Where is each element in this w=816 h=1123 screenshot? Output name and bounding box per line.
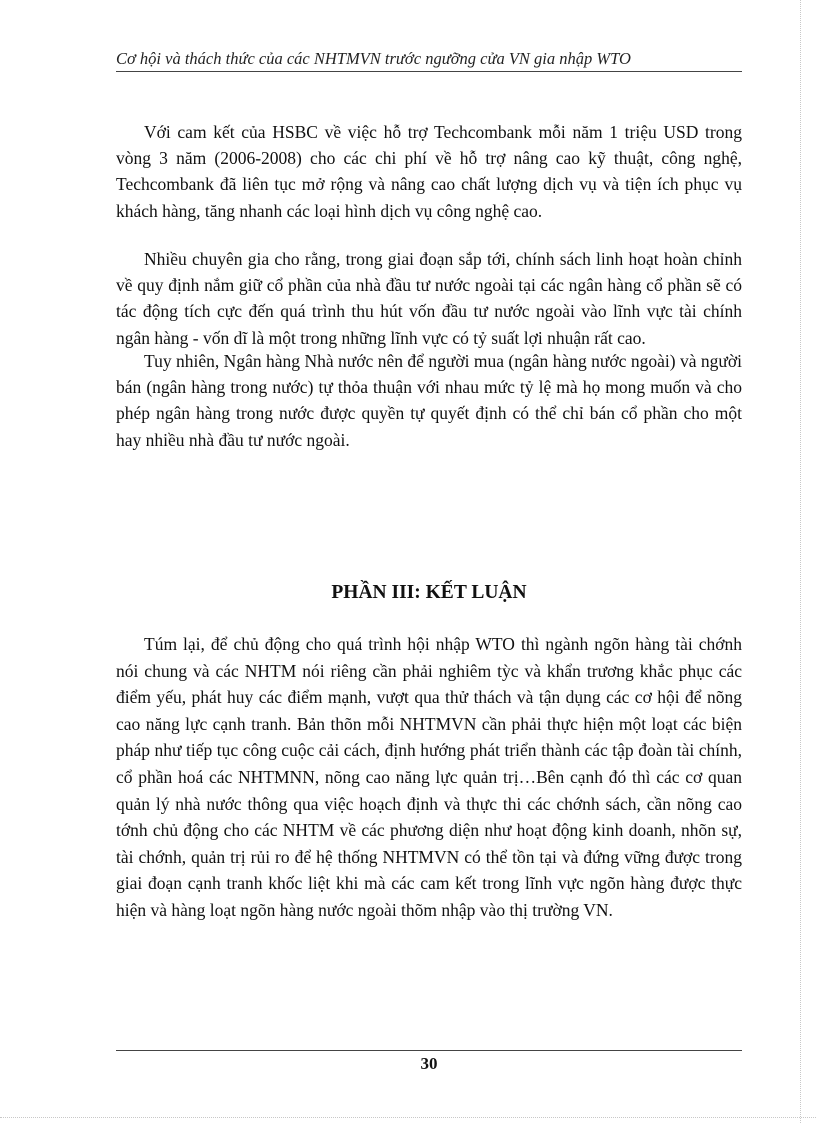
body-paragraph-state-bank: Tuy nhiên, Ngân hàng Nhà nước nên để người mua (ngân hàng nước ngoài) và người bán (ngân hàng trong nước) tự thỏa thuận với nhau mức tỷ lệ mà họ mong muốn và cho phép ngân hàng trong nước được quyền tự quyết định có thể chỉ bán cổ phần cho một hay nhiều nhà đầu tư nước ngoài.: [116, 351, 742, 450]
header-rule: [116, 71, 742, 72]
page-edge-bottom: [0, 1117, 816, 1118]
section-title: PHẦN III: KẾT LUẬN: [331, 582, 527, 603]
running-header: Cơ hội và thách thức của các NHTMVN trước ngưỡng cửa VN gia nhập WTO: [116, 49, 631, 68]
body-paragraph-hsbc-commitment: Với cam kết của HSBC về việc hỗ trợ Techcombank mỗi năm 1 triệu USD trong vòng 3 năm (2006-2008) cho các chi phí về hỗ trợ nâng cao kỹ thuật, công nghệ, Techcombank đã liên tục mở rộng và nâng cao chất lượng dịch vụ và tiện ích phục vụ khách hàng, tăng nhanh các loại hình dịch vụ công nghệ cao.: [116, 122, 742, 221]
page-number: 30: [420, 1054, 438, 1073]
body-paragraph-expert-opinion: Nhiều chuyên gia cho rằng, trong giai đoạn sắp tới, chính sách linh hoạt hoàn chỉnh về quy định nắm giữ cổ phần của nhà đầu tư nước ngoài tại các ngân hàng cổ phần sẽ có tác động tích cực đến quá trình thu hút vốn đầu tư nước ngoài vào lĩnh vực tài chính ngân hàng - vốn dĩ là một trong những lĩnh vực có tỷ suất lợi nhuận rất cao.: [116, 249, 742, 348]
conclusion-paragraph: Túm lại, để chủ động cho quá trình hội nhập WTO thì ngành ngõn hàng tài chớnh nói chung và các NHTM nói riêng cần phải nghiêm tỳc và khẩn trương khắc phục các điểm yếu, phát huy các điểm mạnh, vượt qua thử thách và tận dụng các cơ hội để nõng cao năng lực cạnh tranh. Bản thõn mỗi NHTMVN cần phải thực hiện một loạt các biện pháp như tiếp tục công cuộc cải cách, định hướng phát triển thành các tập đoàn tài chính, cổ phần hoá các NHTMNN, nõng cao năng lực quản trị…Bên cạnh đó thì các cơ quan quản lý nhà nước thông qua việc hoạch định và thực thi các chớnh sách, cần nõng cao tớnh chủ động cho các NHTM về các phương diện như hoạt động kinh doanh, nhõn sự, tài chớnh, quản trị rủi ro để hệ thống NHTMVN có thể tồn tại và đứng vững được trong giai đoạn cạnh tranh khốc liệt khi mà các cam kết trong lĩnh vực ngõn hàng được thực hiện và hàng loạt ngõn hàng nước ngoài thõm nhập vào thị trường VN.: [116, 634, 742, 920]
page-edge-right: [800, 0, 801, 1123]
footer-rule: [116, 1050, 742, 1051]
